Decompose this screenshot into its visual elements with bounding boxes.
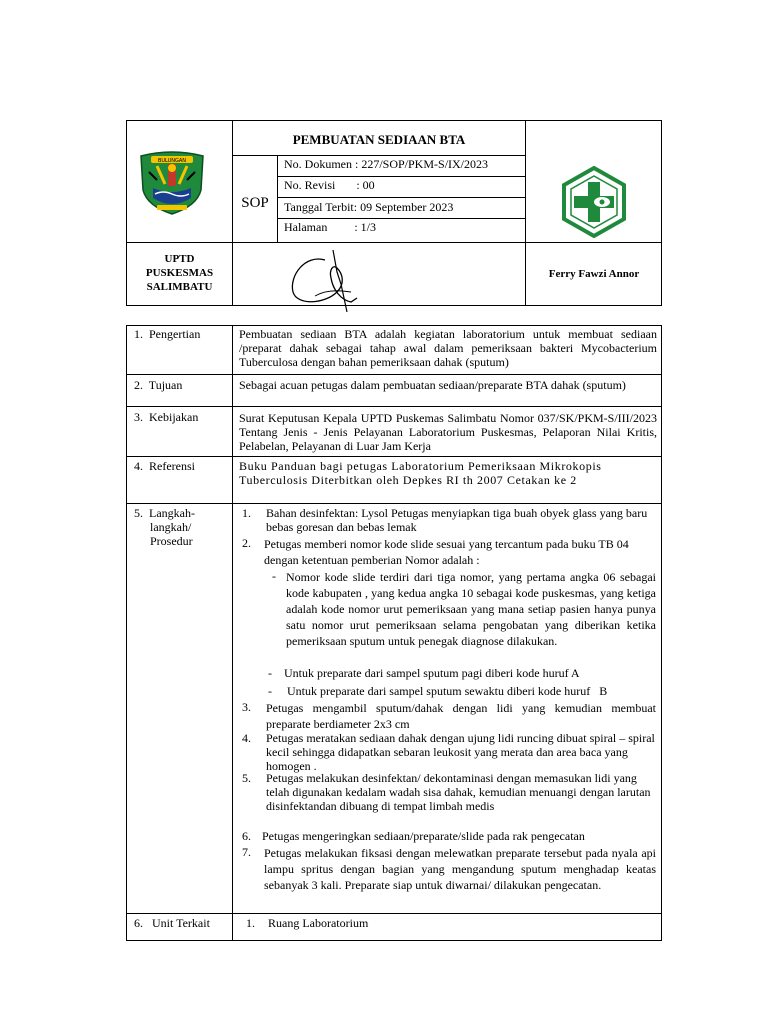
row-label-pengertian: 1. Pengertian xyxy=(134,327,201,341)
row-label-prosedur xyxy=(134,506,230,548)
step-number: 2. xyxy=(242,536,251,550)
step-text: Petugas mengambil sputum/dahak dengan lidi yang kemudian membuat preparate berdiameter 2x3 cm xyxy=(266,701,656,731)
regional-logo xyxy=(135,150,209,216)
table-divider xyxy=(126,374,662,375)
puskesmas-logo xyxy=(558,166,630,238)
issue-date: Tanggal Terbit: 09 September 2023 xyxy=(284,200,454,214)
signature xyxy=(285,246,365,316)
table-divider xyxy=(232,325,233,941)
table-divider xyxy=(126,913,662,914)
step-number: 3. xyxy=(242,700,251,714)
table-divider xyxy=(126,456,662,457)
step-text: Petugas meratakan sediaan dahak dengan ujung lidi runcing dibuat spiral – spiral kecil sehingga didapatkan sebaran leukosit yang merata dan area baca yang homogen . xyxy=(266,731,655,773)
header-divider xyxy=(232,155,525,156)
row-label-kebijakan: 3. Kebijakan xyxy=(134,410,199,424)
step-number: 4. xyxy=(242,731,251,745)
sub-text: Untuk preparate dari sampel sputum sewaktu diberi kode huruf B xyxy=(287,684,608,698)
sub-bullet: - xyxy=(268,666,272,680)
sop-label: SOP xyxy=(241,195,269,211)
step-text: Petugas memberi nomor kode slide sesuai yang tercantum pada buku TB 04 dengan ketentuan pemberian Nomor adalah : xyxy=(264,537,629,567)
step-text: Petugas mengeringkan sediaan/preparate/slide pada rak pengecatan xyxy=(262,829,585,843)
row-text-tujuan: Sebagai acuan petugas dalam pembuatan sediaan/preparate BTA dahak (sputum) xyxy=(239,378,626,392)
sub-text: Untuk preparate dari sampel sputum pagi diberi kode huruf A xyxy=(284,666,580,680)
prosedur-label-line: 5. Langkah- xyxy=(134,506,195,520)
step-number: 6. xyxy=(242,829,251,843)
step-number: 1. xyxy=(242,506,251,520)
sub-bullet: - xyxy=(272,569,276,583)
sub-bullet: - xyxy=(268,684,272,698)
step-number: 5. xyxy=(242,771,251,785)
org-name xyxy=(127,252,232,294)
step-text: Petugas melakukan desinfektan/ dekontaminasi dengan memasukan lidi yang telah digunakan kedalam wadah sisa dahak, kemudian menuangi dengan larutan disinfektandan dibuang di tempat limbah medis xyxy=(266,771,651,813)
org-line: SALIMBATU xyxy=(146,281,213,293)
prosedur-label-line: langkah/ xyxy=(150,520,192,534)
step-text: Bahan desinfektan: Lysol Petugas menyiapkan tiga buah obyek glass yang baru bebas goresan dan bebas lemak xyxy=(266,506,648,534)
step-text: Petugas melakukan fiksasi dengan melewatkan preparate tersebut pada nyala api lampu spritus dengan bagian yang mengandung sputum menghadap keatas sebanyak 3 kali. Preparate siap untuk diwarnai/ dilakukan pengecatan. xyxy=(264,846,656,892)
header-divider xyxy=(232,120,233,306)
table-divider xyxy=(126,406,662,407)
header-divider xyxy=(277,155,278,242)
prosedur-label-line: Prosedur xyxy=(150,534,193,548)
row-label-unit: 6. Unit Terkait xyxy=(134,916,210,930)
row-text-referensi: Buku Panduan bagi petugas Laboratorium Pemeriksaan Mikrokopis Tuberculosis Diterbitkan oleh Depkes RI th 2007 Cetakan ke 2 xyxy=(239,459,602,487)
row-label-referensi: 4. Referensi xyxy=(134,459,195,473)
table-divider xyxy=(126,503,662,504)
unit-number: 1. xyxy=(246,916,255,930)
unit-item: Ruang Laboratorium xyxy=(268,916,369,930)
doc-number: No. Dokumen : 227/SOP/PKM-S/IX/2023 xyxy=(284,157,489,171)
org-line: UPTD xyxy=(164,253,195,265)
page-number: Halaman : 1/3 xyxy=(284,220,376,234)
header-divider xyxy=(277,176,525,177)
sub-text: Nomor kode slide terdiri dari tiga nomor, yang pertama angka 06 sebagai kode kabupaten , yang kedua angka 10 sebagai kode puskesmas, yang ketiga adalah kode nomor urut pemeriksaan yang mana setiap pasien hanya punya satu nomor urut pemeriksaan selama pengobatan yang diberikan ketika pemeriksaan sputum untuk penegak diagnose dilakukan. xyxy=(286,570,656,648)
svg-text:BULUNGAN: BULUNGAN xyxy=(157,158,187,164)
row-text-pengertian: Pembuatan sediaan BTA adalah kegiatan laboratorium untuk membuat sediaan /preparat dahak sebagai tahap awal dalam pemeriksaan bakteri Mycobacterium Tuberculosa dengan bahan pemeriksaan dahak (sputum) xyxy=(239,327,657,369)
header-divider xyxy=(277,218,525,219)
header-divider xyxy=(277,197,525,198)
header-divider xyxy=(126,242,662,243)
row-text-kebijakan: Surat Keputusan Kepala UPTD Puskemas Salimbatu Nomor 037/SK/PKM-S/III/2023 Tentang Jenis - Jenis Pelayanan Laboratorium Puskesmas, Pelaporan Nilai Kritis, Pelabelan, Pelayanan di Luar Jam Kerja xyxy=(239,411,657,453)
org-line: PUSKESMAS xyxy=(145,267,214,279)
step-number: 7. xyxy=(242,845,251,859)
revision-number: No. Revisi : 00 xyxy=(284,178,375,192)
row-label-tujuan: 2. Tujuan xyxy=(134,378,183,392)
page-title: PEMBUATAN SEDIAAN BTA xyxy=(292,132,466,147)
signatory-name: Ferry Fawzi Annor xyxy=(548,268,640,280)
